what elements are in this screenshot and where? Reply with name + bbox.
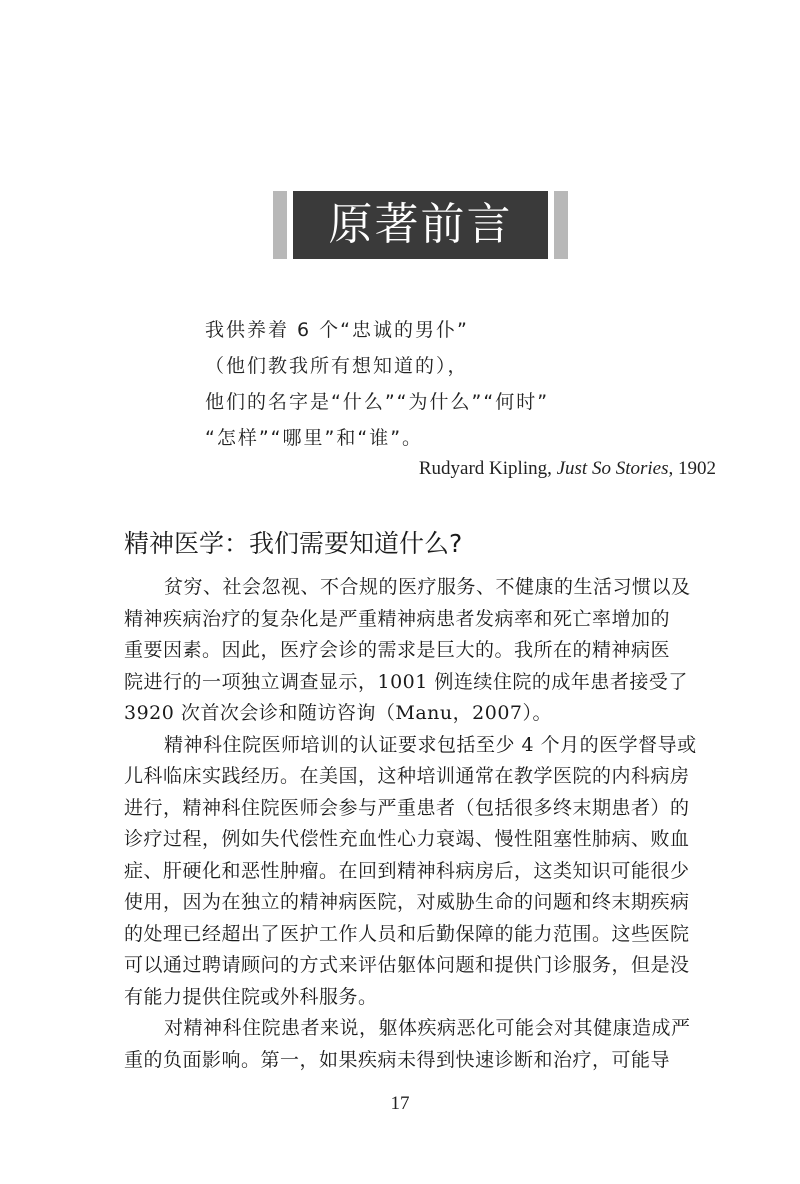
poem-line: 我供养着 6 个“忠诚的男仆” [205,319,469,341]
title-bar-right [554,191,568,259]
title-box: 原著前言 [293,191,548,259]
body-line: 重要因素。因此，医疗会诊的需求是巨大的。我所在的精神病医 [124,639,671,661]
attribution-author: Rudyard Kipling, [418,458,557,479]
body-line: 进行，精神科住院医师会参与严重患者（包括很多终末期患者）的 [124,796,690,819]
poem-line: 他们的名字是“什么”“为什么”“何时” [205,391,550,413]
body-line: 贫穷、社会忽视、不合规的医疗服务、不健康的生活习惯以及 [164,576,691,598]
body-line: 使用，因为在独立的精神病医院，对威胁生命的问题和终末期疾病 [124,891,690,913]
epigraph-poem [205,312,549,456]
body-line: 院进行的一项独立调查显示，1001 例连续住院的成年患者接受了 [124,670,688,693]
body-line: 可以通过聘请顾问的方式来评估躯体问题和提供门诊服务，但是没 [124,954,690,976]
body-line: 儿科临床实践经历。在美国，这种培训通常在教学医院的内科病房 [124,765,690,787]
paragraph-1 [124,572,718,730]
section-heading: 精神医学：我们需要知道什么? [124,529,463,558]
title-block [273,191,568,259]
body-line: 重的负面影响。第一，如果疾病未得到快速诊断和治疗，可能导 [124,1048,671,1071]
attribution-year: , 1902 [668,458,716,479]
paragraph-2 [124,730,718,1014]
body-line: 精神科住院医师培训的认证要求包括至少 4 个月的医学督导或 [164,733,697,756]
poem-line: （他们教我所有想知道的）， [205,355,469,377]
body-line: 诊疗过程，例如失代偿性充血性心力衰竭、慢性阻塞性肺病、败血 [124,828,690,850]
page-number: 17 [390,1093,410,1114]
attribution-work: Just So Stories [556,458,669,479]
body-line: 对精神科住院患者来说，躯体疾病恶化可能会对其健康造成严 [164,1017,691,1039]
body-line: 精神疾病治疗的复杂化是严重精神病患者发病率和死亡率增加的 [124,607,671,630]
body-line: 症、肝硬化和恶性肿瘤。在回到精神科病房后，这类知识可能很少 [124,859,690,882]
body-line: 的处理已经超出了医护工作人员和后勤保障的能力范围。这些医院 [124,922,690,945]
body-line: 3920 次首次会诊和随访咨询（Manu，2007）。 [124,702,553,724]
paragraph-3 [124,1013,718,1076]
poem-line: “怎样”“哪里”和“谁”。 [205,427,424,449]
body-line: 有能力提供住院或外科服务。 [124,985,378,1008]
body-text [124,572,718,1076]
epigraph-attribution [419,458,716,480]
title-bar-left [273,191,287,259]
